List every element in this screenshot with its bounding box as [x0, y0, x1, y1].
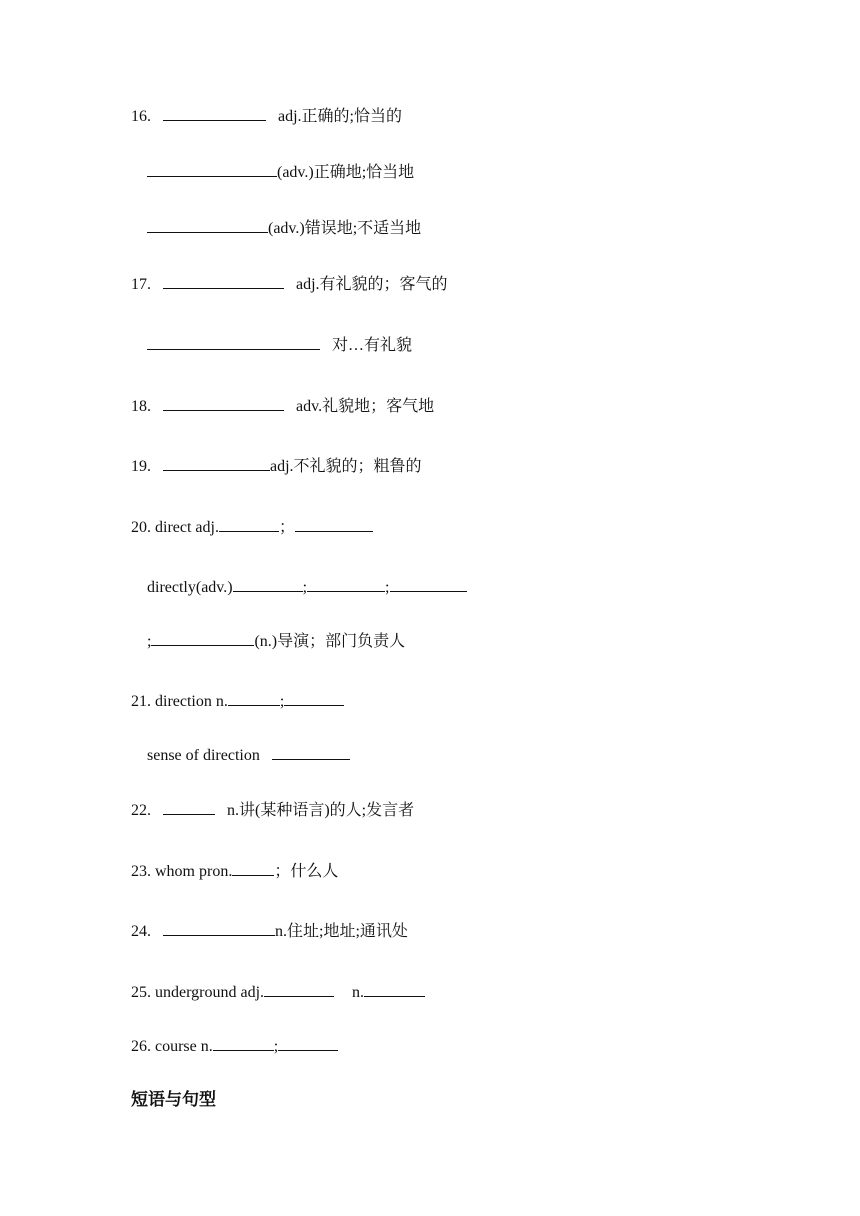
item-17-phrase	[147, 335, 412, 356]
answer-blank[interactable]	[163, 800, 215, 815]
item-definition: n.讲(某种语言)的人;发言者	[227, 802, 415, 819]
item-head: 25. underground adj.	[131, 984, 265, 1001]
item-definition: (adv.)正确地;恰当地	[277, 164, 415, 181]
item-separator: ;	[385, 579, 390, 596]
item-separator: ;	[279, 693, 285, 710]
answer-blank[interactable]	[163, 396, 284, 411]
item-24	[131, 921, 408, 942]
answer-blank[interactable]	[219, 517, 279, 532]
answer-blank[interactable]	[163, 106, 266, 121]
item-head: 21. direction n.	[131, 693, 228, 710]
item-number: 22.	[131, 802, 151, 819]
answer-blank[interactable]	[284, 691, 344, 706]
item-20	[131, 517, 373, 538]
item-number: 24.	[131, 923, 151, 940]
answer-blank[interactable]	[272, 745, 350, 760]
item-16-adverb-negative	[147, 218, 421, 239]
answer-blank[interactable]	[364, 982, 425, 997]
item-20-noun	[147, 631, 405, 652]
item-number: 17.	[131, 276, 151, 293]
answer-blank[interactable]	[228, 691, 280, 706]
item-number: 19.	[131, 458, 151, 475]
item-25	[131, 982, 425, 1003]
item-number: 16.	[131, 108, 151, 125]
answer-blank[interactable]	[213, 1036, 274, 1051]
answer-blank[interactable]	[147, 218, 268, 233]
answer-blank[interactable]	[307, 577, 385, 592]
item-separator: ;	[273, 1038, 279, 1055]
item-21	[131, 691, 344, 712]
item-head: n.	[352, 984, 365, 1001]
answer-blank[interactable]	[163, 274, 284, 289]
answer-blank[interactable]	[278, 1036, 338, 1051]
answer-blank[interactable]	[163, 456, 270, 471]
answer-blank[interactable]	[390, 577, 467, 592]
item-head: sense of direction	[147, 747, 260, 764]
answer-blank[interactable]	[151, 631, 254, 646]
item-definition: 对…有礼貌	[332, 337, 413, 354]
item-separator: ；	[278, 519, 295, 536]
item-26	[131, 1036, 338, 1057]
item-head: ;	[147, 633, 152, 650]
answer-blank[interactable]	[232, 861, 274, 876]
answer-blank[interactable]	[147, 162, 277, 177]
item-21-phrase	[147, 745, 350, 766]
item-definition: adv.礼貌地；客气地	[296, 398, 435, 415]
item-22	[131, 800, 414, 821]
answer-blank[interactable]	[163, 921, 275, 936]
item-definition: adj.有礼貌的；客气的	[296, 276, 448, 293]
item-23	[131, 861, 338, 882]
item-16-adverb	[147, 162, 414, 183]
item-17	[131, 274, 448, 295]
item-definition: ；什么人	[274, 863, 339, 880]
item-20-adverb	[147, 577, 467, 598]
answer-blank[interactable]	[233, 577, 303, 592]
item-18	[131, 396, 434, 417]
item-head: 20. direct adj.	[131, 519, 219, 536]
item-definition: (n.)导演；部门负责人	[254, 633, 406, 650]
item-definition: (adv.)错误地;不适当地	[268, 220, 422, 237]
answer-blank[interactable]	[264, 982, 334, 997]
item-definition: n.住址;地址;通讯处	[275, 923, 408, 940]
answer-blank[interactable]	[147, 335, 320, 350]
item-definition: adj.正确的;恰当的	[278, 108, 402, 125]
answer-blank[interactable]	[295, 517, 373, 532]
item-16	[131, 106, 402, 127]
item-head: 26. course n.	[131, 1038, 213, 1055]
item-definition: adj.不礼貌的；粗鲁的	[270, 458, 422, 475]
item-number: 18.	[131, 398, 151, 415]
item-head: directly(adv.)	[147, 579, 233, 596]
item-separator: ;	[302, 579, 308, 596]
item-19	[131, 456, 422, 477]
item-head: 23. whom pron.	[131, 863, 233, 880]
section-heading: 短语与句型	[131, 1090, 216, 1109]
